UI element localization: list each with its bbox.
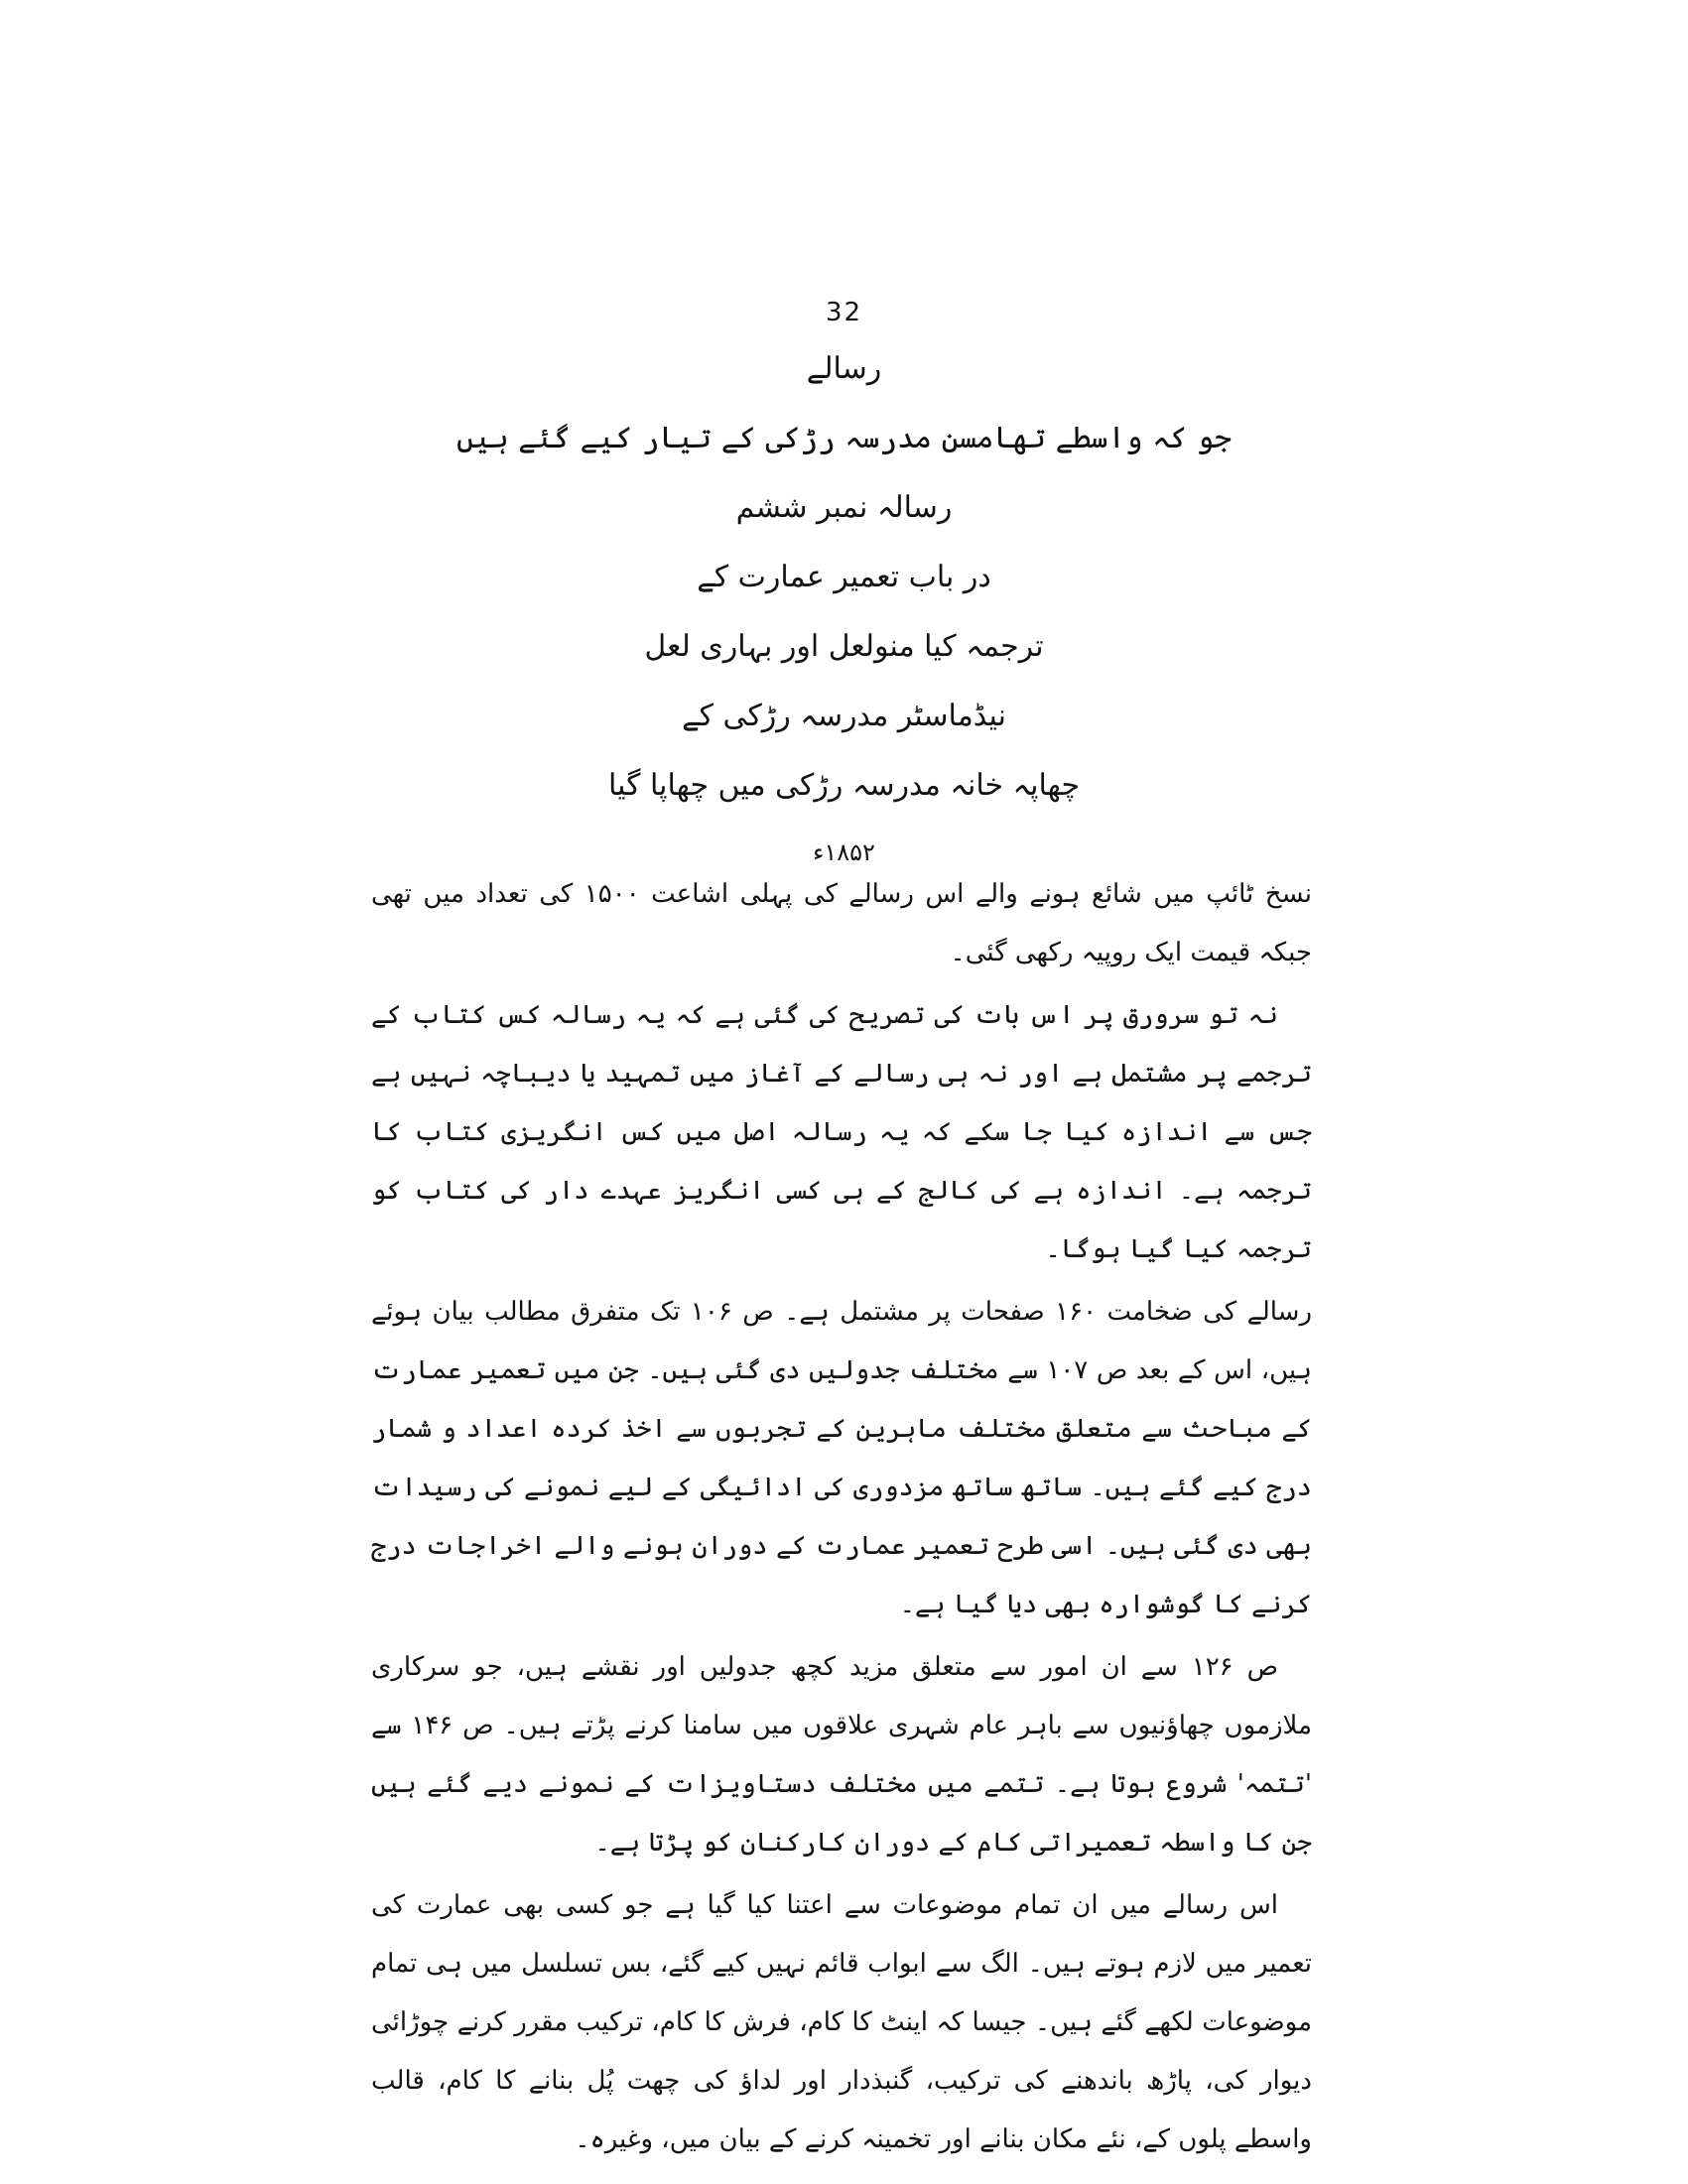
paragraph-tables: ص ۱۲۶ سے ان امور سے متعلق مزید کچھ جدولیں اور نقشے ہیں، جو سرکاری ملازموں چھاؤنیوں سے باہر عام شہری علاقوں میں سامنا کرنے پڑتے ہیں۔ ص ۱۴۶ سے 'تتمہ' شروع ہوتا ہے۔ تتمے میں مختلف دستاویزات کے نمونے دیے گئے ہیں جن کا واسطہ تعمیراتی کام کے دوران کارکنان کو پڑتا ہے۔: [371, 1652, 1313, 1858]
title-line-number: رسالہ نمبر ششم: [735, 490, 953, 525]
paragraph-edition: نسخ ٹائپ میں شائع ہونے والے اس رسالے کی پہلی اشاعت ۱۵۰۰ کی تعداد میں تھی جبکہ قیمت ایک روپیہ رکھی گئی۔: [371, 879, 1313, 967]
title-line-headmaster: نیڈماسٹر مدرسہ رڑکی کے: [682, 699, 1006, 733]
page-number: 32: [825, 298, 863, 327]
paragraph-topics: اس رسالے میں ان تمام موضوعات سے اعتنا کیا گیا ہے جو کسی بھی عمارت کی تعمیر میں لازم ہوتے ہیں۔ الگ سے ابواب قائم نہیں کیے گئے، بس تسلسل میں ہی تمام موضوعات لکھے گئے ہیں۔ جیسا کہ اینٹ کا کام، فرش کا کام، ترکیب مقرر کرنے چوڑائی دیوار کی، پاڑھ باندھنے کی ترکیب، گنبذدار اور لداؤ کی چھت پُل بنانے کا کام، قالب واسطے پلوں کے، نئے مکان بنانے اور تخمینہ کرنے کے بیان میں، وغیرہ۔: [371, 1890, 1312, 2154]
title-block: [298, 349, 1390, 881]
title-line-translators: ترجمہ کیا منولعل اور بہاری لعل: [644, 629, 1044, 664]
title-line-risale: رسالے: [806, 351, 882, 386]
title-line-thomason: جو کہ واسطے تھامسن مدرسہ رڑکی کے تیار کیے گئے ہیں: [456, 421, 1232, 455]
publication-year: ۱۸۵۲ء: [813, 838, 875, 866]
paragraph-source: نہ تو سرورق پر اس بات کی تصریح کی گئی ہے کہ یہ رسالہ کس کتاب کے ترجمے پر مشتمل ہے اور نہ ہی رسالے کے آغاز میں تمہید یا دیباچہ نہیں ہے جس سے اندازہ کیا جا سکے کہ یہ رسالہ اصل میں کس انگریزی کتاب کا ترجمہ ہے۔ اندازہ ہے کی کالج کے ہی کسی انگریز عہدے دار کی کتاب کو ترجمہ کیا گیا ہوگا۔: [371, 1000, 1312, 1264]
body-text: [371, 865, 1312, 2173]
title-line-press: چھاپہ خانہ مدرسہ رڑکی میں چھاپا گیا: [608, 768, 1080, 803]
title-line-subject: در باب تعمیر عمارت کے: [697, 560, 991, 594]
paragraph-volume: رسالے کی ضخامت ۱۶۰ صفحات پر مشتمل ہے۔ ص ۱۰۶ تک متفرق مطالب بیان ہوئے ہیں، اس کے بعد ص ۱۰۷ سے مختلف جدولیں دی گئی ہیں۔ جن میں تعمیر عمارت کے مباحث سے متعلق مختلف ماہرین کے تجربوں سے اخذ کردہ اعداد و شمار درج کیے گئے ہیں۔ ساتھ ساتھ مزدوری کی ادائیگی کے لیے نمونے کی رسیدات بھی دی گئی ہیں۔ اسی طرح تعمیر عمارت کے دوران ہونے والے اخراجات درج کرنے کا گوشوارہ بھی دیا گیا ہے۔: [371, 1297, 1313, 1619]
